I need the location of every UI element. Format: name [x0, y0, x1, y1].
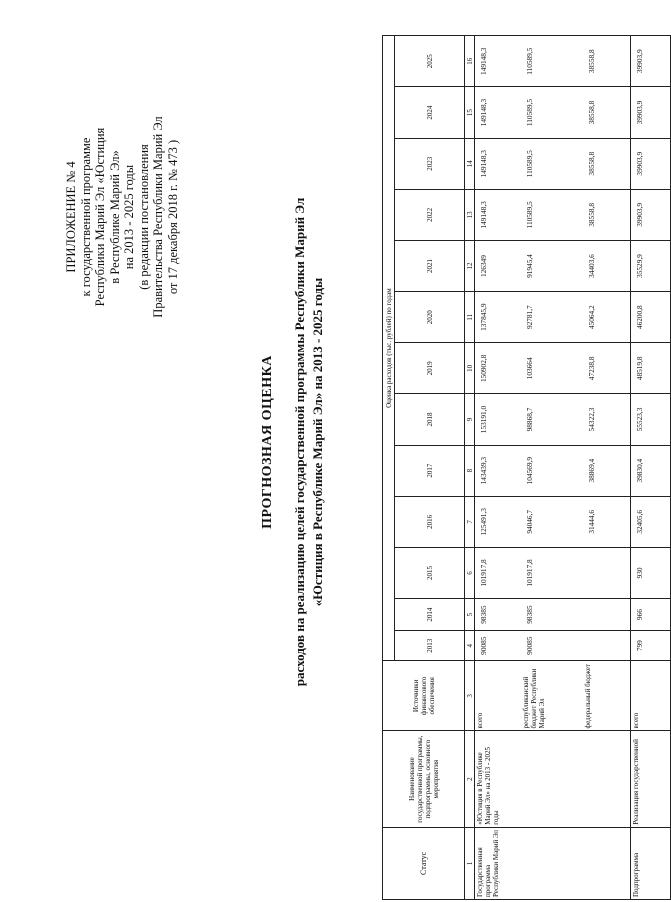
program-status: Государственная программа Республики Марий Эл — [475, 827, 631, 899]
title-line-2: «Юстиция в Республике Марий Эл» на 2013 - 2025 годы — [310, 277, 325, 607]
table-cell: 98385 — [521, 599, 583, 631]
appendix-line: Правительства Республики Марий Эл — [151, 116, 165, 318]
table-cell: 90085 — [521, 631, 583, 661]
table-cell: 149148,3 — [475, 87, 521, 138]
appendix-line: в Республике Марий Эл» — [107, 150, 122, 284]
table-cell: 45064,2 — [583, 292, 631, 343]
column-number: 10 — [465, 343, 475, 394]
row-source: федеральный бюджет — [583, 661, 631, 731]
column-number: 15 — [465, 87, 475, 138]
table-cell: 39903,9 — [631, 138, 671, 189]
column-number: 9 — [465, 394, 475, 445]
table-cell: 149148,3 — [475, 138, 521, 189]
row-source: всего — [631, 661, 671, 731]
table-cell: 799 — [631, 631, 671, 661]
appendix-line: на 2013 - 2025 годы — [122, 164, 136, 270]
table-cell: 92781,7 — [521, 292, 583, 343]
title-line-1: расходов на реализацию целей государственной программы Республики Марий Эл — [292, 197, 307, 687]
table-cell: 110589,5 — [521, 189, 583, 240]
header-year: 2025 — [395, 36, 465, 87]
column-number: 6 — [465, 547, 475, 598]
appendix-line: (в редакции постановления — [136, 144, 151, 290]
table-cell: 104569,9 — [521, 445, 583, 496]
column-number: 12 — [465, 240, 475, 291]
table-row — [631, 36, 671, 900]
column-number: 8 — [465, 445, 475, 496]
table-cell: 48519,8 — [631, 343, 671, 394]
header-year: 2013 — [395, 631, 465, 661]
header-source: Источники финансового обеспечения — [383, 661, 465, 731]
table-cell — [583, 631, 631, 661]
table-cell: 31444,6 — [583, 496, 631, 547]
table-cell: 94046,7 — [521, 496, 583, 547]
column-number: 13 — [465, 189, 475, 240]
header-year: 2020 — [395, 292, 465, 343]
header-year: 2014 — [395, 599, 465, 631]
appendix-line: от 17 декабря 2018 г. № 473 ) — [165, 139, 180, 295]
table-cell: 39903,9 — [631, 189, 671, 240]
appendix-line: Республики Марий Эл «Юстиция — [93, 127, 107, 307]
column-number: 16 — [465, 36, 475, 87]
header-year: 2024 — [395, 87, 465, 138]
appendix-header — [64, 57, 180, 377]
table-cell: 34403,6 — [583, 240, 631, 291]
table-cell — [583, 599, 631, 631]
column-number: 5 — [465, 599, 475, 631]
table-cell: 32405,6 — [631, 496, 671, 547]
column-number: 11 — [465, 292, 475, 343]
table-cell: 39903,9 — [631, 87, 671, 138]
table-cell: 98385 — [475, 599, 521, 631]
title-heading: ПРОГНОЗНАЯ ОЦЕНКА — [260, 355, 275, 529]
table-cell: 149148,3 — [475, 36, 521, 87]
row-source: республиканский бюджет Республики Марий Эл — [521, 661, 583, 731]
column-number: 4 — [465, 631, 475, 661]
table-cell: 137845,9 — [475, 292, 521, 343]
table-cell: 38558,8 — [583, 189, 631, 240]
table-cell: 149148,3 — [475, 189, 521, 240]
table-row — [475, 36, 521, 900]
table-cell — [583, 547, 631, 598]
header-year: 2021 — [395, 240, 465, 291]
program-name: «Юстиция в Республике Марий Эл» на 2013 - 2025 годы — [475, 731, 631, 827]
table-cell: 38558,8 — [583, 87, 631, 138]
table-cell: 125491,3 — [475, 496, 521, 547]
table-cell: 38869,4 — [583, 445, 631, 496]
table-cell: 110589,5 — [521, 36, 583, 87]
header-year: 2015 — [395, 547, 465, 598]
column-number-row — [465, 36, 475, 900]
table-cell: 103664 — [521, 343, 583, 394]
header-year: 2023 — [395, 138, 465, 189]
header-year: 2017 — [395, 445, 465, 496]
table-cell: 54322,3 — [583, 394, 631, 445]
table-cell: 930 — [631, 547, 671, 598]
table-cell: 110589,5 — [521, 138, 583, 189]
cost-estimate-table — [382, 35, 671, 900]
header-name: Наименование государственной программы, подпрограммы, основного мероприятия — [383, 731, 465, 827]
column-number: 14 — [465, 138, 475, 189]
table-cell: 150902,8 — [475, 343, 521, 394]
header-year: 2019 — [395, 343, 465, 394]
table-cell: 98868,7 — [521, 394, 583, 445]
subprogram-status: Подпрограмма — [631, 827, 671, 899]
table-cell: 966 — [631, 599, 671, 631]
subprogram-name: Реализация государственной — [631, 731, 671, 827]
table-cell: 153191,0 — [475, 394, 521, 445]
table-cell: 101917,8 — [475, 547, 521, 598]
header-year: 2018 — [395, 394, 465, 445]
table-cell: 55523,3 — [631, 394, 671, 445]
column-number: 3 — [465, 661, 475, 731]
appendix-line: ПРИЛОЖЕНИЕ № 4 — [64, 161, 78, 273]
appendix-line: к государственной программе — [78, 137, 93, 297]
column-number: 2 — [465, 731, 475, 827]
table-cell: 46200,8 — [631, 292, 671, 343]
header-estimate: Оценка расходов (тыс. рублей) по годам — [383, 36, 395, 661]
table-cell: 110589,5 — [521, 87, 583, 138]
table-cell: 39903,9 — [631, 36, 671, 87]
row-source: всего — [475, 661, 521, 731]
table-cell: 143439,3 — [475, 445, 521, 496]
table-cell: 90085 — [475, 631, 521, 661]
header-status: Статус — [383, 827, 465, 899]
table-cell: 35529,9 — [631, 240, 671, 291]
table-cell: 38558,8 — [583, 138, 631, 189]
header-year: 2016 — [395, 496, 465, 547]
header-year: 2022 — [395, 189, 465, 240]
table-cell: 47238,8 — [583, 343, 631, 394]
column-number: 1 — [465, 827, 475, 899]
table-cell: 101917,8 — [521, 547, 583, 598]
table-cell: 126349 — [475, 240, 521, 291]
document-title — [260, 62, 326, 822]
column-number: 7 — [465, 496, 475, 547]
table-cell: 39830,4 — [631, 445, 671, 496]
table-cell: 91945,4 — [521, 240, 583, 291]
table-cell: 38558,8 — [583, 36, 631, 87]
header-row-1 — [383, 36, 395, 900]
